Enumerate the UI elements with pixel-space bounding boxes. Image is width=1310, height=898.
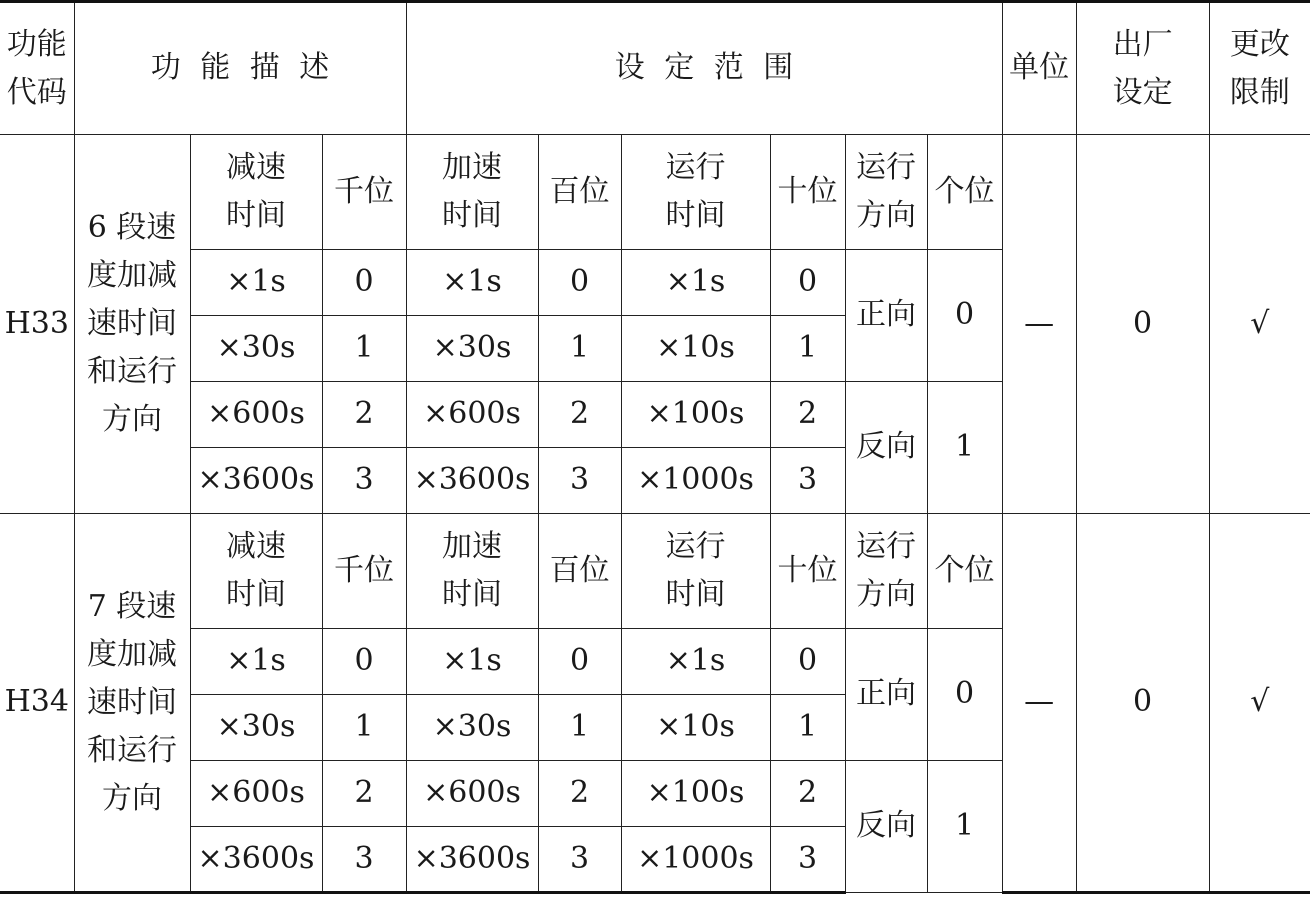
sub-header-run-dir: 运行 方向 xyxy=(845,135,927,250)
decel-digit: 1 xyxy=(322,695,406,761)
group-h34-unit: — xyxy=(1002,514,1076,893)
accel-digit: 0 xyxy=(538,629,621,695)
decel-value: ×600s xyxy=(190,382,322,448)
sub-header-accel-time: 加速 时间 xyxy=(406,135,538,250)
run-digit: 3 xyxy=(770,827,845,893)
decel-value: ×30s xyxy=(190,316,322,382)
sub-header-thousands: 千位 xyxy=(322,514,406,629)
run-digit: 3 xyxy=(770,448,845,514)
header-restriction: 更改 限制 xyxy=(1209,2,1310,135)
sub-header-tens: 十位 xyxy=(770,135,845,250)
sub-header-hundreds: 百位 xyxy=(538,135,621,250)
run-digit: 0 xyxy=(770,629,845,695)
direction-label: 正向 xyxy=(845,250,927,382)
accel-value: ×30s xyxy=(406,316,538,382)
accel-digit: 0 xyxy=(538,250,621,316)
sub-header-run-dir: 运行 方向 xyxy=(845,514,927,629)
accel-value: ×600s xyxy=(406,382,538,448)
run-value: ×1s xyxy=(621,629,770,695)
run-digit: 1 xyxy=(770,695,845,761)
direction-digit: 1 xyxy=(927,761,1002,893)
accel-digit: 1 xyxy=(538,316,621,382)
group-h34-description: 7 段速 度加减 速时间 和运行 方向 xyxy=(74,514,190,893)
direction-label: 反向 xyxy=(845,761,927,893)
decel-value: ×30s xyxy=(190,695,322,761)
run-digit: 2 xyxy=(770,382,845,448)
group-h33-code: H33 xyxy=(0,135,74,514)
run-value: ×100s xyxy=(621,761,770,827)
group-h34-sub-header xyxy=(0,514,1310,629)
sub-header-decel-time: 减速 时间 xyxy=(190,514,322,629)
sub-header-run-time: 运行 时间 xyxy=(621,514,770,629)
group-h33-unit: — xyxy=(1002,135,1076,514)
accel-value: ×1s xyxy=(406,250,538,316)
run-value: ×10s xyxy=(621,695,770,761)
header-description: 功能描述 xyxy=(74,2,406,135)
group-h33-restriction: √ xyxy=(1209,135,1310,514)
accel-value: ×3600s xyxy=(406,448,538,514)
decel-digit: 3 xyxy=(322,448,406,514)
sub-header-accel-time: 加速 时间 xyxy=(406,514,538,629)
direction-digit: 1 xyxy=(927,382,1002,514)
accel-digit: 1 xyxy=(538,695,621,761)
accel-value: ×3600s xyxy=(406,827,538,893)
header-unit: 单位 xyxy=(1002,2,1076,135)
header-factory: 出厂 设定 xyxy=(1076,2,1209,135)
group-h33-factory: 0 xyxy=(1076,135,1209,514)
accel-digit: 2 xyxy=(538,761,621,827)
header-range: 设定范围 xyxy=(406,2,1002,135)
run-digit: 0 xyxy=(770,250,845,316)
decel-value: ×3600s xyxy=(190,448,322,514)
header-code: 功能 代码 xyxy=(0,2,74,135)
direction-digit: 0 xyxy=(927,250,1002,382)
sub-header-ones: 个位 xyxy=(927,514,1002,629)
group-h34-factory: 0 xyxy=(1076,514,1209,893)
decel-value: ×3600s xyxy=(190,827,322,893)
header-row xyxy=(0,2,1310,135)
group-h34-code: H34 xyxy=(0,514,74,893)
run-value: ×1000s xyxy=(621,827,770,893)
direction-label: 正向 xyxy=(845,629,927,761)
sub-header-thousands: 千位 xyxy=(322,135,406,250)
accel-digit: 3 xyxy=(538,448,621,514)
accel-value: ×30s xyxy=(406,695,538,761)
sub-header-hundreds: 百位 xyxy=(538,514,621,629)
sub-header-tens: 十位 xyxy=(770,514,845,629)
accel-value: ×1s xyxy=(406,629,538,695)
run-value: ×1000s xyxy=(621,448,770,514)
sub-header-run-time: 运行 时间 xyxy=(621,135,770,250)
group-h33-sub-header xyxy=(0,135,1310,250)
decel-digit: 0 xyxy=(322,629,406,695)
run-value: ×1s xyxy=(621,250,770,316)
accel-digit: 3 xyxy=(538,827,621,893)
decel-value: ×1s xyxy=(190,250,322,316)
run-value: ×100s xyxy=(621,382,770,448)
decel-digit: 2 xyxy=(322,382,406,448)
decel-digit: 3 xyxy=(322,827,406,893)
accel-digit: 2 xyxy=(538,382,621,448)
sub-header-decel-time: 减速 时间 xyxy=(190,135,322,250)
group-h33-description: 6 段速 度加减 速时间 和运行 方向 xyxy=(74,135,190,514)
decel-digit: 0 xyxy=(322,250,406,316)
decel-digit: 1 xyxy=(322,316,406,382)
direction-digit: 0 xyxy=(927,629,1002,761)
accel-value: ×600s xyxy=(406,761,538,827)
direction-label: 反向 xyxy=(845,382,927,514)
group-h34-restriction: √ xyxy=(1209,514,1310,893)
decel-value: ×600s xyxy=(190,761,322,827)
sub-header-ones: 个位 xyxy=(927,135,1002,250)
decel-digit: 2 xyxy=(322,761,406,827)
run-digit: 2 xyxy=(770,761,845,827)
decel-value: ×1s xyxy=(190,629,322,695)
run-value: ×10s xyxy=(621,316,770,382)
run-digit: 1 xyxy=(770,316,845,382)
